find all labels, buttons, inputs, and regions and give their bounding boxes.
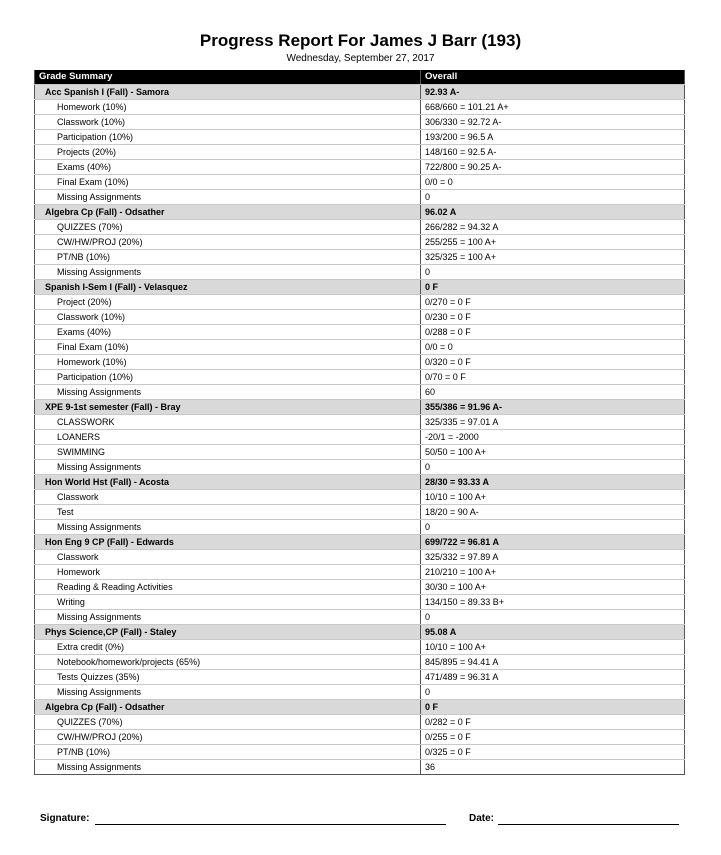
category-row <box>35 730 685 745</box>
category-score: 60 <box>421 385 685 400</box>
category-row <box>35 130 685 145</box>
category-row <box>35 370 685 385</box>
category-label: Homework (10%) <box>35 100 421 115</box>
category-label: Classwork <box>35 490 421 505</box>
category-row <box>35 175 685 190</box>
category-label: Tests Quizzes (35%) <box>35 670 421 685</box>
category-row <box>35 265 685 280</box>
category-label: LOANERS <box>35 430 421 445</box>
grade-summary-header: Grade Summary <box>35 70 421 85</box>
category-row <box>35 685 685 700</box>
course-row <box>35 475 685 490</box>
course-overall-grade: 28/30 = 93.33 A <box>421 475 685 490</box>
category-row <box>35 295 685 310</box>
category-label: Missing Assignments <box>35 460 421 475</box>
course-row <box>35 400 685 415</box>
category-row <box>35 610 685 625</box>
signature-line <box>95 824 446 825</box>
category-row <box>35 385 685 400</box>
category-label: Extra credit (0%) <box>35 640 421 655</box>
course-name: XPE 9-1st semester (Fall) - Bray <box>35 400 421 415</box>
category-score: 0/270 = 0 F <box>421 295 685 310</box>
category-score: 0/320 = 0 F <box>421 355 685 370</box>
category-label: Missing Assignments <box>35 685 421 700</box>
category-label: Homework (10%) <box>35 355 421 370</box>
category-score: 306/330 = 92.72 A- <box>421 115 685 130</box>
category-label: Missing Assignments <box>35 520 421 535</box>
category-label: Test <box>35 505 421 520</box>
category-score: 325/335 = 97.01 A <box>421 415 685 430</box>
course-row <box>35 205 685 220</box>
category-label: PT/NB (10%) <box>35 745 421 760</box>
category-score: 0/0 = 0 <box>421 175 685 190</box>
category-row <box>35 115 685 130</box>
category-row <box>35 190 685 205</box>
course-overall-grade: 0 F <box>421 700 685 715</box>
category-score: 0/0 = 0 <box>421 340 685 355</box>
course-name: Phys Science,CP (Fall) - Staley <box>35 625 421 640</box>
category-score: 0/255 = 0 F <box>421 730 685 745</box>
category-label: Exams (40%) <box>35 325 421 340</box>
category-score: 845/895 = 94.41 A <box>421 655 685 670</box>
category-label: Classwork (10%) <box>35 310 421 325</box>
category-row <box>35 715 685 730</box>
category-score: 0 <box>421 610 685 625</box>
category-score: 722/800 = 90.25 A- <box>421 160 685 175</box>
category-label: Missing Assignments <box>35 760 421 775</box>
course-name: Spanish I-Sem I (Fall) - Velasquez <box>35 280 421 295</box>
category-label: Participation (10%) <box>35 130 421 145</box>
category-row <box>35 670 685 685</box>
course-overall-grade: 355/386 = 91.96 A- <box>421 400 685 415</box>
category-row <box>35 460 685 475</box>
category-row <box>35 520 685 535</box>
category-label: Participation (10%) <box>35 370 421 385</box>
category-score: 0/230 = 0 F <box>421 310 685 325</box>
course-row <box>35 625 685 640</box>
category-row <box>35 220 685 235</box>
category-label: Homework <box>35 565 421 580</box>
course-name: Acc Spanish I (Fall) - Samora <box>35 85 421 100</box>
category-row <box>35 505 685 520</box>
category-row <box>35 430 685 445</box>
date-line <box>498 824 679 825</box>
course-name: Algebra Cp (Fall) - Odsather <box>35 205 421 220</box>
category-score: 148/160 = 92.5 A- <box>421 145 685 160</box>
category-label: Classwork (10%) <box>35 115 421 130</box>
grade-table-body <box>35 85 685 775</box>
category-label: Missing Assignments <box>35 610 421 625</box>
category-score: 36 <box>421 760 685 775</box>
category-row <box>35 235 685 250</box>
category-row <box>35 655 685 670</box>
category-score: 471/489 = 96.31 A <box>421 670 685 685</box>
category-label: Project (20%) <box>35 295 421 310</box>
category-score: 0/288 = 0 F <box>421 325 685 340</box>
category-score: 325/325 = 100 A+ <box>421 250 685 265</box>
category-label: CW/HW/PROJ (20%) <box>35 235 421 250</box>
category-row <box>35 160 685 175</box>
category-score: 0 <box>421 190 685 205</box>
course-name: Algebra Cp (Fall) - Odsather <box>35 700 421 715</box>
category-row <box>35 490 685 505</box>
course-row <box>35 535 685 550</box>
category-score: 266/282 = 94.32 A <box>421 220 685 235</box>
category-score: 0/70 = 0 F <box>421 370 685 385</box>
category-score: 30/30 = 100 A+ <box>421 580 685 595</box>
date-label: Date: <box>469 813 495 824</box>
category-row <box>35 550 685 565</box>
category-row <box>35 310 685 325</box>
category-score: 0 <box>421 265 685 280</box>
category-row <box>35 565 685 580</box>
category-label: Missing Assignments <box>35 265 421 280</box>
course-overall-grade: 96.02 A <box>421 205 685 220</box>
category-score: 325/332 = 97.89 A <box>421 550 685 565</box>
course-overall-grade: 95.08 A <box>421 625 685 640</box>
category-score: 255/255 = 100 A+ <box>421 235 685 250</box>
course-overall-grade: 0 F <box>421 280 685 295</box>
category-label: Final Exam (10%) <box>35 175 421 190</box>
category-row <box>35 100 685 115</box>
category-row <box>35 145 685 160</box>
category-score: 18/20 = 90 A- <box>421 505 685 520</box>
category-score: -20/1 = -2000 <box>421 430 685 445</box>
grade-table <box>34 70 685 775</box>
category-score: 0/282 = 0 F <box>421 715 685 730</box>
category-label: Exams (40%) <box>35 160 421 175</box>
category-row <box>35 745 685 760</box>
category-score: 50/50 = 100 A+ <box>421 445 685 460</box>
course-row <box>35 700 685 715</box>
category-label: Classwork <box>35 550 421 565</box>
category-label: PT/NB (10%) <box>35 250 421 265</box>
signature-label: Signature: <box>40 813 90 824</box>
course-overall-grade: 92.93 A- <box>421 85 685 100</box>
category-label: QUIZZES (70%) <box>35 715 421 730</box>
category-label: Missing Assignments <box>35 190 421 205</box>
report-date: Wednesday, September 27, 2017 <box>286 53 435 64</box>
course-overall-grade: 699/722 = 96.81 A <box>421 535 685 550</box>
category-row <box>35 445 685 460</box>
category-row <box>35 355 685 370</box>
category-label: CLASSWORK <box>35 415 421 430</box>
category-label: Final Exam (10%) <box>35 340 421 355</box>
category-row <box>35 595 685 610</box>
category-score: 0/325 = 0 F <box>421 745 685 760</box>
category-label: Reading & Reading Activities <box>35 580 421 595</box>
course-row <box>35 280 685 295</box>
category-row <box>35 760 685 775</box>
category-row <box>35 250 685 265</box>
category-score: 0 <box>421 520 685 535</box>
category-score: 134/150 = 89.33 B+ <box>421 595 685 610</box>
course-name: Hon Eng 9 CP (Fall) - Edwards <box>35 535 421 550</box>
category-label: CW/HW/PROJ (20%) <box>35 730 421 745</box>
category-row <box>35 580 685 595</box>
category-label: Notebook/homework/projects (65%) <box>35 655 421 670</box>
table-header-row <box>35 70 685 85</box>
category-row <box>35 640 685 655</box>
category-score: 0 <box>421 685 685 700</box>
category-score: 10/10 = 100 A+ <box>421 490 685 505</box>
course-name: Hon World Hst (Fall) - Acosta <box>35 475 421 490</box>
page-title: Progress Report For James J Barr (193) <box>199 31 522 50</box>
category-row <box>35 415 685 430</box>
category-row <box>35 340 685 355</box>
category-row <box>35 325 685 340</box>
category-label: QUIZZES (70%) <box>35 220 421 235</box>
category-score: 0 <box>421 460 685 475</box>
category-label: Writing <box>35 595 421 610</box>
category-label: Projects (20%) <box>35 145 421 160</box>
course-row <box>35 85 685 100</box>
category-label: Missing Assignments <box>35 385 421 400</box>
category-label: SWIMMING <box>35 445 421 460</box>
category-score: 210/210 = 100 A+ <box>421 565 685 580</box>
category-score: 193/200 = 96.5 A <box>421 130 685 145</box>
category-score: 10/10 = 100 A+ <box>421 640 685 655</box>
category-score: 668/660 = 101.21 A+ <box>421 100 685 115</box>
overall-header: Overall <box>421 70 685 85</box>
